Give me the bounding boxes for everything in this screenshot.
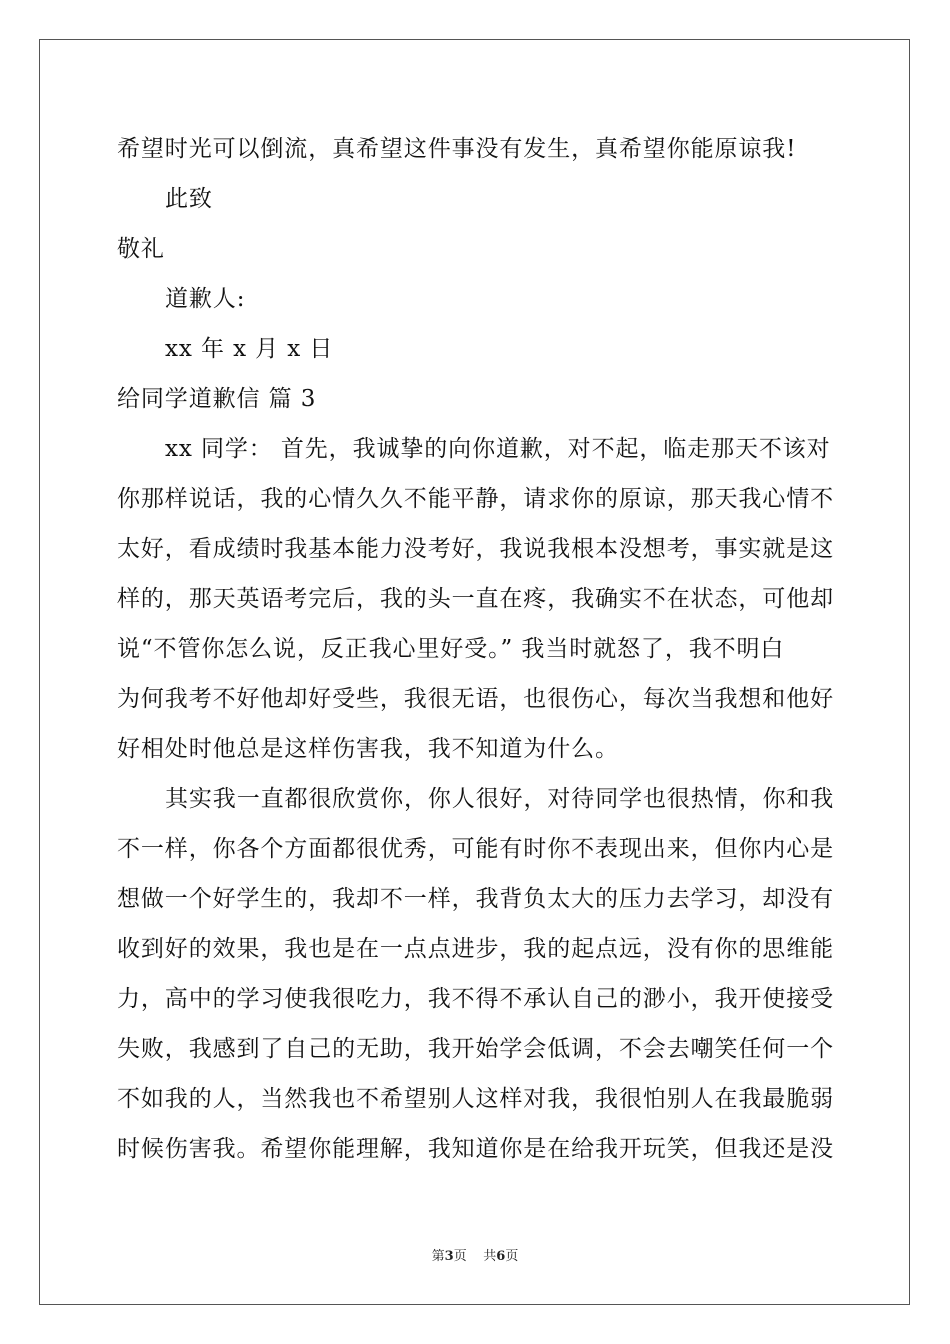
section-heading: 给同学道歉信 篇 3 [117, 386, 317, 412]
text-line: xx 同学： 首先，我诚挚的向你道歉，对不起，临走那天不该对 [165, 436, 831, 462]
total-suffix: 页 [505, 1249, 519, 1264]
text-line: 说“不管你怎么说，反正我心里好受。” 我当时就怒了，我不明白 [117, 636, 785, 662]
text-line: 好相处时他总是这样伤害我，我不知道为什么。 [117, 736, 619, 762]
text-line: 想做一个好学生的，我却不一样，我背负太大的压力去学习，却没有 [117, 886, 834, 912]
page-prefix: 第 [431, 1249, 445, 1264]
text-line: 此致 [165, 186, 213, 212]
text-line: 道歉人: [165, 286, 246, 312]
text-line: 敬礼 [117, 236, 165, 262]
page-footer [0, 1245, 950, 1264]
text-line: 时候伤害我。希望你能理解，我知道你是在给我开玩笑，但我还是没 [117, 1136, 834, 1162]
text-line: xx 年 x 月 x 日 [165, 336, 334, 362]
text-line: 力，高中的学习使我很吃力，我不得不承认自己的渺小，我开使接受 [117, 986, 834, 1012]
text-line: 失败，我感到了自己的无助，我开始学会低调，不会去嘲笑任何一个 [117, 1036, 834, 1062]
page-suffix: 页 [453, 1249, 467, 1264]
text-line: 样的，那天英语考完后，我的头一直在疼，我确实不在状态，可他却 [117, 586, 834, 612]
page-current: 3 [444, 1249, 454, 1264]
text-line: 希望时光可以倒流，真希望这件事没有发生，真希望你能原谅我! [117, 136, 797, 162]
text-line: 不一样，你各个方面都很优秀，可能有时你不表现出来，但你内心是 [117, 836, 834, 862]
text-line: 你那样说话，我的心情久久不能平静，请求你的原谅，那天我心情不 [117, 486, 834, 512]
text-line: 其实我一直都很欣赏你，你人很好，对待同学也很热情，你和我 [165, 786, 835, 812]
total-prefix: 共 [483, 1249, 497, 1264]
text-line: 太好，看成绩时我基本能力没考好，我说我根本没想考，事实就是这 [117, 536, 834, 562]
text-line: 为何我考不好他却好受些，我很无语，也很伤心，每次当我想和他好 [117, 686, 834, 712]
text-line: 收到好的效果，我也是在一点点进步，我的起点远，没有你的思维能 [117, 936, 834, 962]
page-total: 6 [496, 1249, 506, 1264]
text-line: 不如我的人，当然我也不希望别人这样对我，我很怕别人在我最脆弱 [117, 1086, 834, 1112]
